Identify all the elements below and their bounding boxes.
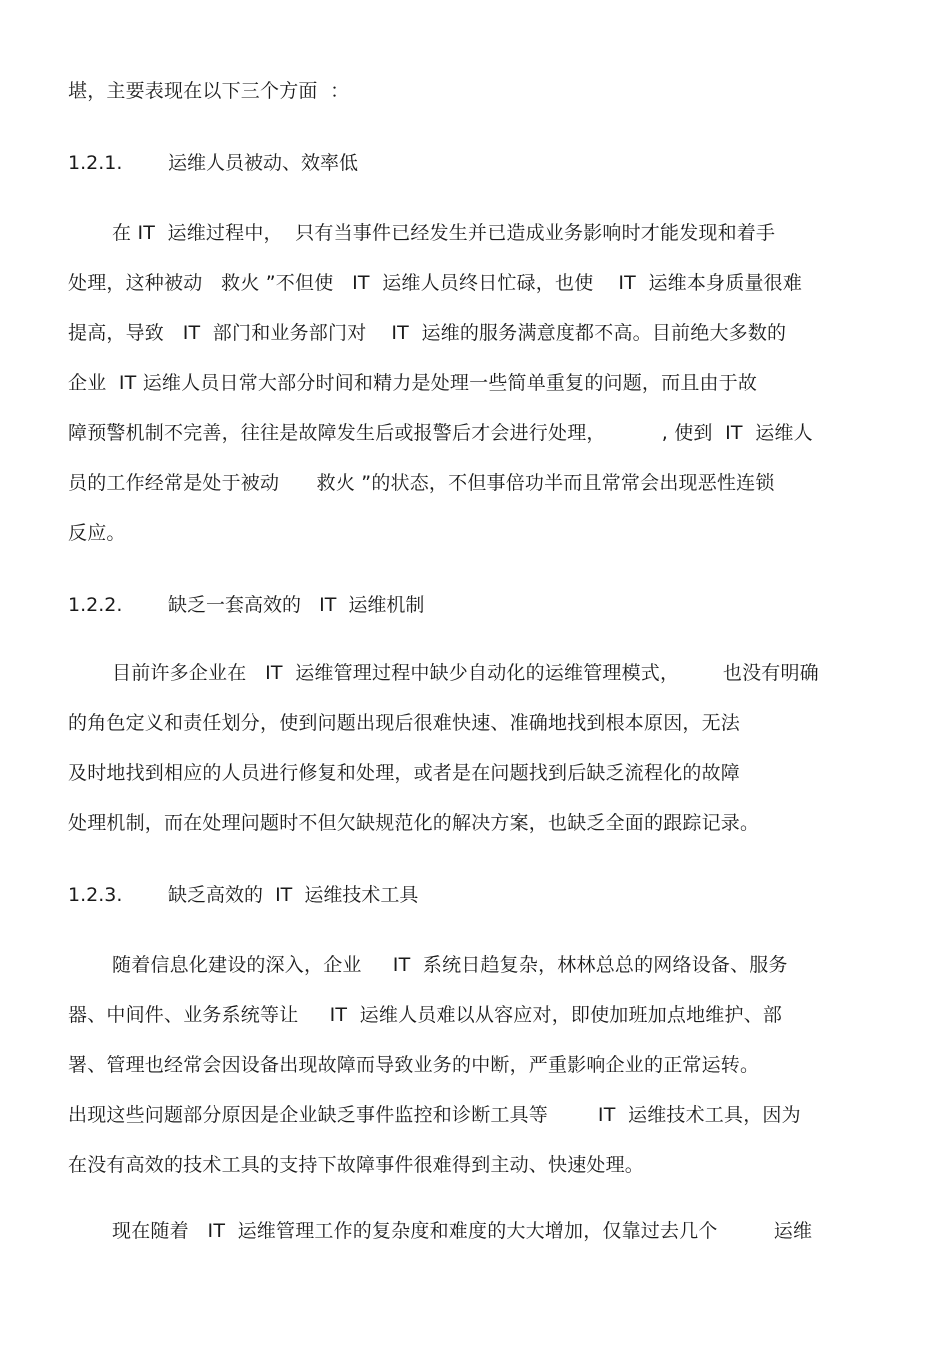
paragraph-line: 障预警机制不完善，往往是故障发生后或报警后才会进行处理， , 使到 IT 运维人 — [68, 422, 813, 444]
section-title: 缺乏一套高效的 IT 运维机制 — [168, 594, 425, 616]
section-title: 运维人员被动、效率低 — [168, 152, 359, 174]
paragraph-line: 反应。 — [68, 522, 126, 544]
paragraph-line: 处理机制，而在处理问题时不但欠缺规范化的解决方案，也缺乏全面的跟踪记录。 — [68, 812, 760, 834]
paragraph-line: 的角色定义和责任划分，使到问题出现后很难快速、准确地找到根本原因，无法 — [68, 712, 741, 734]
paragraph-line: 企业 IT 运维人员日常大部分时间和精力是处理一些简单重复的问题，而且由于故 — [68, 372, 758, 394]
paragraph-line: 在没有高效的技术工具的支持下故障事件很难得到主动、快速处理。 — [68, 1154, 645, 1176]
paragraph-line: 出现这些问题部分原因是企业缺乏事件监控和诊断工具等 IT 运维技术工具，因为 — [68, 1104, 801, 1126]
paragraph-line: 在 IT 运维过程中， 只有当事件已经发生并已造成业务影响时才能发现和着手 — [112, 222, 776, 244]
section-number: 1.2.2. — [68, 594, 123, 616]
paragraph-line: 署、管理也经常会因设备出现故障而导致业务的中断，严重影响企业的正常运转。 — [68, 1054, 760, 1076]
paragraph-line: 及时地找到相应的人员进行修复和处理，或者是在问题找到后缺乏流程化的故障 — [68, 762, 741, 784]
paragraph-line: 提高，导致 IT 部门和业务部门对 IT 运维的服务满意度都不高。目前绝大多数的 — [68, 322, 787, 344]
paragraph-line: 目前许多企业在 IT 运维管理过程中缺少自动化的运维管理模式， 也没有明确 — [112, 662, 819, 684]
paragraph-line: 处理，这种被动 救火 ”不但使 IT 运维人员终日忙碌，也使 IT 运维本身质量很难 — [68, 272, 803, 294]
intro-line: 堪，主要表现在以下三个方面 ： — [68, 80, 350, 102]
section-number: 1.2.3. — [68, 884, 123, 906]
section-title: 缺乏高效的 IT 运维技术工具 — [168, 884, 419, 906]
paragraph-line: 员的工作经常是处于被动 救火 ”的状态，不但事倍功半而且常常会出现恶性连锁 — [68, 472, 775, 494]
section-number: 1.2.1. — [68, 152, 123, 174]
paragraph-line: 随着信息化建设的深入，企业 IT 系统日趋复杂，林林总总的网络设备、服务 — [112, 954, 788, 976]
closing-line: 现在随着 IT 运维管理工作的复杂度和难度的大大增加，仅靠过去几个 运维 — [112, 1220, 813, 1242]
paragraph-line: 器、中间件、业务系统等让 IT 运维人员难以从容应对，即使加班加点地维护、部 — [68, 1004, 783, 1026]
